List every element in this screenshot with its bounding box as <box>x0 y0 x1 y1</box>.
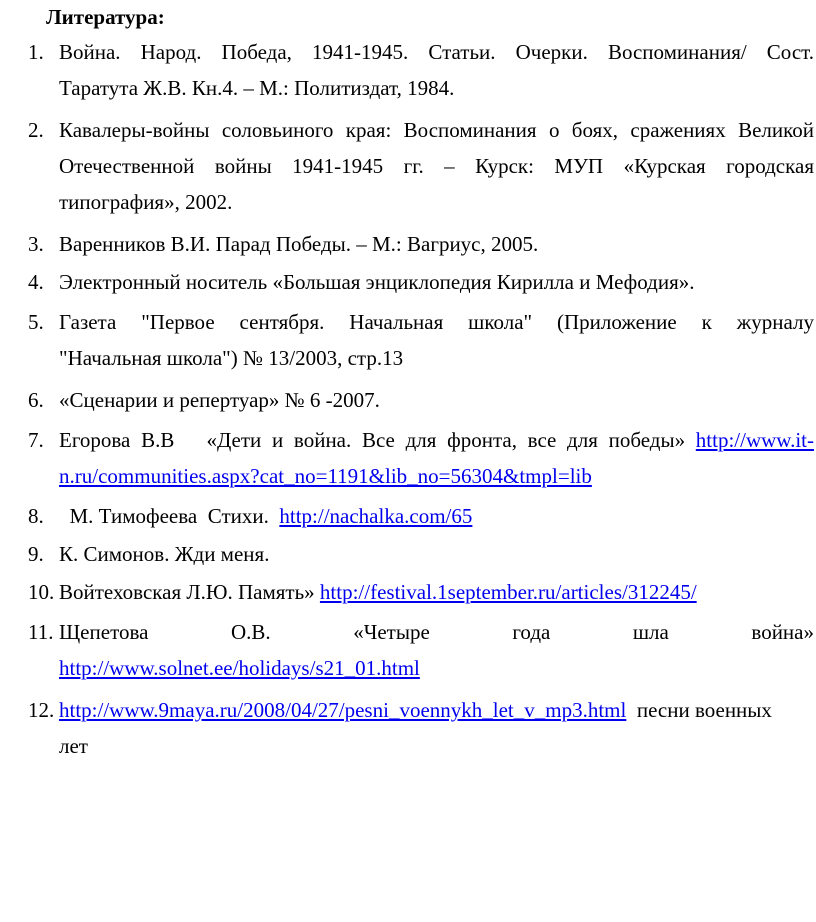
list-item-text <box>59 620 814 680</box>
list-item-text <box>59 504 814 528</box>
list-item-text <box>59 232 814 256</box>
text-line: Электронный носитель «Большая энциклопедия Кирилла и Мефодия». <box>59 270 695 294</box>
list-item-number: 10. <box>28 580 55 604</box>
reference-link[interactable]: http://www.solnet.ee/holidays/s21_01.html <box>59 656 420 680</box>
reference-link[interactable]: http://www.it- <box>695 428 814 452</box>
list-item-text <box>59 40 814 100</box>
text-line: Варенников В.И. Парад Победы. – М.: Вагриус, 2005. <box>59 232 539 256</box>
reference-text: Войтеховская Л.Ю. Память» <box>59 580 320 604</box>
list-item-number: 2. <box>28 118 44 142</box>
list-item-number: 7. <box>28 428 44 452</box>
text-line: К. Симонов. Жди меня. <box>59 542 270 566</box>
list-item-text <box>59 698 814 758</box>
text-line <box>59 698 814 722</box>
reference-link[interactable]: http://festival.1september.ru/articles/312245/ <box>319 580 697 604</box>
text-line: Щепетова О.В. «Четыре года шла война» <box>59 620 814 644</box>
reference-text: Егорова В.В «Дети и война. Все для фронта, все для победы» <box>59 428 686 452</box>
list-item-number: 1. <box>28 40 44 64</box>
list-item-number: 4. <box>28 270 44 294</box>
list-item-text <box>59 542 814 566</box>
list-item-text <box>59 270 814 294</box>
list-item-number: 12. <box>28 698 55 722</box>
list-item-number: 5. <box>28 310 44 334</box>
text-line: Отечественной войны 1941-1945 гг. – Курск: МУП «Курская городская <box>59 154 814 178</box>
reference-link[interactable]: http://www.9maya.ru/2008/04/27/pesni_voennykh_let_v_mp3.html <box>59 698 627 722</box>
list-item-text <box>59 310 814 370</box>
list-item-text <box>59 388 814 412</box>
text-line <box>59 464 814 488</box>
reference-link[interactable]: http://nachalka.com/65 <box>279 504 473 528</box>
text-line <box>59 428 814 452</box>
text-line <box>59 504 814 528</box>
list-item-number: 9. <box>28 542 44 566</box>
text-line: Война. Народ. Победа, 1941-1945. Статьи. Очерки. Воспоминания/ Сост. <box>59 40 814 64</box>
text-line <box>59 580 814 604</box>
text-line: «Сценарии и репертуар» № 6 -2007. <box>59 388 380 412</box>
text-line: Таратута Ж.В. Кн.4. – М.: Политиздат, 1984. <box>59 76 455 100</box>
text-line: Газета "Первое сентября. Начальная школа" (Приложение к журналу <box>59 310 814 334</box>
list-item-text <box>59 118 814 214</box>
reference-text: М. Тимофеева Стихи. <box>59 504 280 528</box>
list-item-text <box>59 428 814 488</box>
text-line: "Начальная школа") № 13/2003, стр.13 <box>59 346 404 370</box>
list-item-number: 3. <box>28 232 44 256</box>
list-item-number: 11. <box>28 620 54 644</box>
text-line: Кавалеры-войны соловьиного края: Воспоминания о боях, сражениях Великой <box>59 118 814 142</box>
list-item-text <box>59 580 814 604</box>
list-item-number: 8. <box>28 504 44 528</box>
reference-text: песни военных <box>626 698 772 722</box>
text-line: типография», 2002. <box>59 190 233 214</box>
list-item-number: 6. <box>28 388 44 412</box>
text-line <box>59 656 814 680</box>
reference-link[interactable]: n.ru/communities.aspx?cat_no=1191&lib_no=56304&tmpl=lib <box>59 464 592 488</box>
text-line: лет <box>59 734 88 758</box>
page-title: Литература: <box>46 5 165 29</box>
